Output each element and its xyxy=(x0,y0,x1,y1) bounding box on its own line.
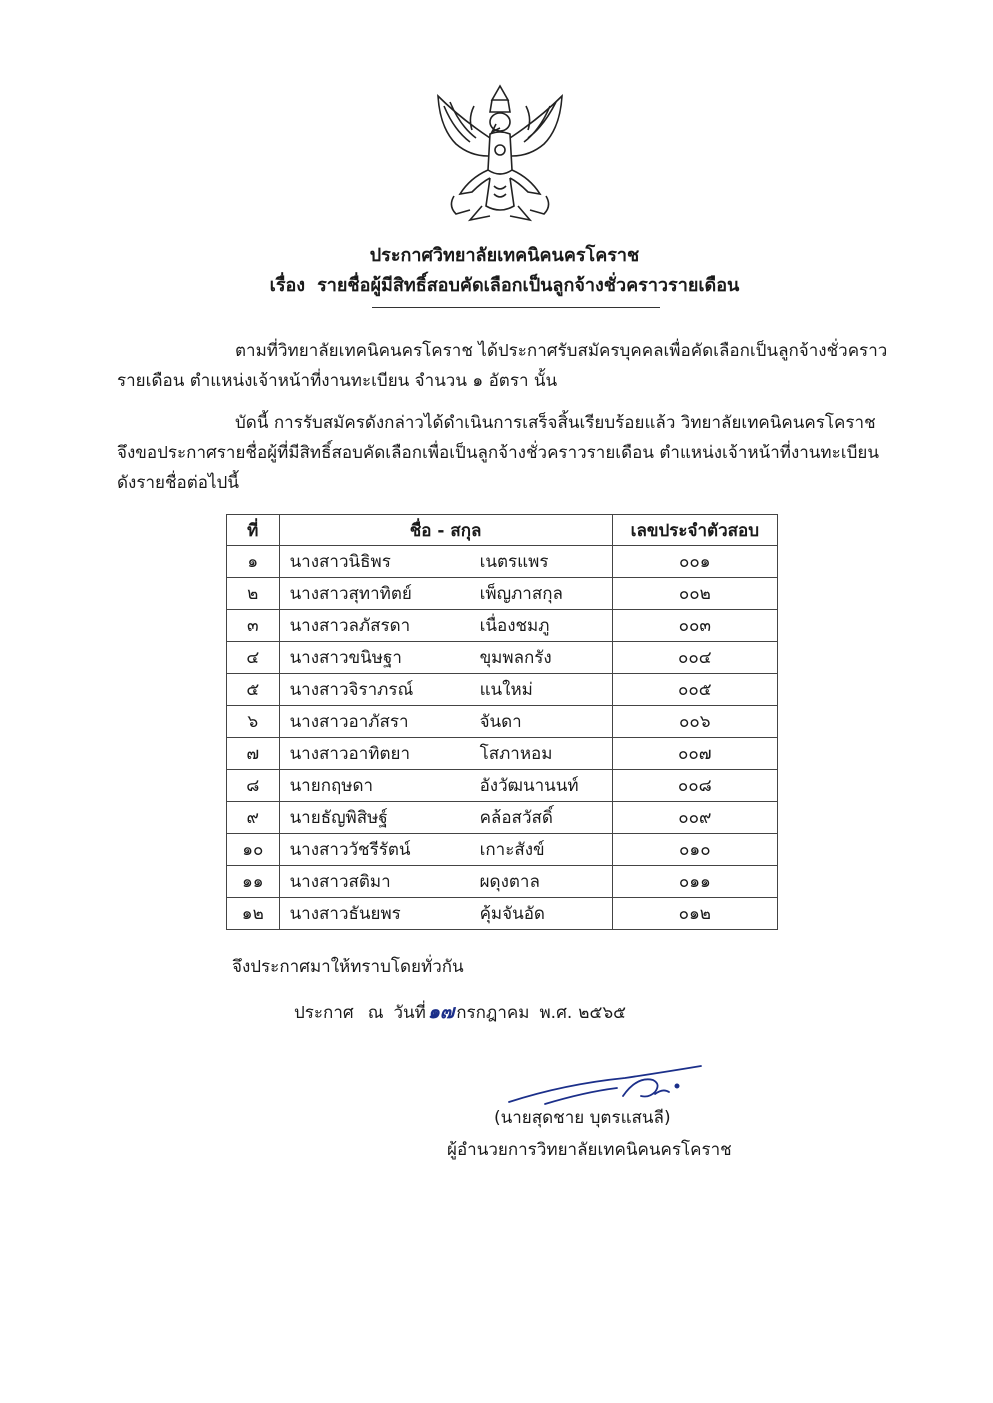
date-year: ๒๕๖๕ xyxy=(578,1003,627,1023)
header-name: ชื่อ - สกุล xyxy=(279,515,612,546)
first-name: นางสาวจิราภรณ์ xyxy=(289,680,414,700)
handwritten-day: ๑๗ xyxy=(427,1001,455,1023)
date-word-announce: ประกาศ xyxy=(294,1003,354,1023)
row-no: ๑๑ xyxy=(227,866,280,898)
row-name xyxy=(279,610,612,642)
table-row xyxy=(227,770,778,802)
row-exam-id: ๐๑๒ xyxy=(612,898,777,930)
row-no: ๒ xyxy=(227,578,280,610)
table-row xyxy=(227,674,778,706)
row-name xyxy=(279,802,612,834)
first-name: นางสาวขนิษฐา xyxy=(289,648,402,668)
title-divider xyxy=(372,307,660,308)
subject-label: เรื่อง xyxy=(269,275,306,296)
row-no: ๓ xyxy=(227,610,280,642)
row-no: ๘ xyxy=(227,770,280,802)
announcement-subject xyxy=(8,270,993,299)
signer-name: (นายสุดชาย บุตรแสนลี) xyxy=(494,1108,671,1128)
row-name xyxy=(279,578,612,610)
first-name: นางสาวอาภัสรา xyxy=(289,712,409,732)
row-name xyxy=(279,866,612,898)
row-exam-id: ๐๐๑ xyxy=(612,546,777,578)
row-exam-id: ๐๐๖ xyxy=(612,706,777,738)
last-name: เพ็ญภาสกุล xyxy=(479,584,563,604)
header-no: ที่ xyxy=(227,515,280,546)
table-row xyxy=(227,802,778,834)
table-row xyxy=(227,898,778,930)
row-name xyxy=(279,834,612,866)
row-name xyxy=(279,738,612,770)
last-name: แนใหม่ xyxy=(479,680,533,700)
row-no: ๙ xyxy=(227,802,280,834)
row-no: ๑๐ xyxy=(227,834,280,866)
table-row xyxy=(227,642,778,674)
row-exam-id: ๐๐๙ xyxy=(612,802,777,834)
first-name: นายธัญพิสิษฐ์ xyxy=(289,808,388,828)
first-name: นางสาวอาทิตยา xyxy=(289,744,411,764)
row-exam-id: ๐๐๕ xyxy=(612,674,777,706)
table-row xyxy=(227,706,778,738)
paragraph-intro xyxy=(117,336,892,396)
row-name xyxy=(279,546,612,578)
last-name: คล้อสวัสดิ์ xyxy=(479,808,553,828)
row-exam-id: ๐๐๒ xyxy=(612,578,777,610)
table-row xyxy=(227,610,778,642)
table-row xyxy=(227,738,778,770)
table-header-row xyxy=(227,515,778,546)
last-name: จันดา xyxy=(479,712,522,732)
first-name: นางสาวนิธิพร xyxy=(289,552,391,572)
first-name: นายกฤษดา xyxy=(289,776,374,796)
garuda-emblem-icon xyxy=(430,78,570,228)
last-name: คุ้มจันอัด xyxy=(479,904,545,924)
row-no: ๕ xyxy=(227,674,280,706)
row-exam-id: ๐๑๑ xyxy=(612,866,777,898)
first-name: นางสาวลภัสรดา xyxy=(289,616,411,636)
row-exam-id: ๐๐๘ xyxy=(612,770,777,802)
first-name: นางสาวสุทาทิตย์ xyxy=(289,584,412,604)
last-name: อังวัฒนานนท์ xyxy=(479,776,579,796)
first-name: นางสาวธันยพร xyxy=(289,904,401,924)
row-no: ๑๒ xyxy=(227,898,280,930)
last-name: โสภาหอม xyxy=(479,744,553,764)
paragraph-announcement-line-2: จึงขอประกาศรายชื่อผู้ที่มีสิทธิ์สอบคัดเลือกเพื่อเป็นลูกจ้างชั่วคราวรายเดือน ตำแหน่งเจ้าหน้าที่งานทะเบียน xyxy=(117,443,879,463)
row-name xyxy=(279,706,612,738)
announcement-title: ประกาศวิทยาลัยเทคนิคนครโคราช xyxy=(369,245,640,266)
row-no: ๔ xyxy=(227,642,280,674)
paragraph-intro-line-2: รายเดือน ตำแหน่งเจ้าหน้าที่งานทะเบียน จำนวน ๑ อัตรา นั้น xyxy=(117,371,558,391)
row-exam-id: ๐๐๔ xyxy=(612,642,777,674)
last-name: เนื่องชมภู xyxy=(479,616,550,636)
row-exam-id: ๐๑๐ xyxy=(612,834,777,866)
date-word-day: วันที่ xyxy=(393,1003,426,1023)
subject-text: รายชื่อผู้มีสิทธิ์สอบคัดเลือกเป็นลูกจ้างชั่วคราวรายเดือน xyxy=(317,275,740,296)
table-row xyxy=(227,578,778,610)
paragraph-announcement xyxy=(117,408,892,498)
paragraph-announcement-line-3: ดังรายชื่อต่อไปนี้ xyxy=(117,473,239,493)
row-no: ๑ xyxy=(227,546,280,578)
paragraph-intro-line-1: ตามที่วิทยาลัยเทคนิคนครโคราช ได้ประกาศรับสมัครบุคคลเพื่อคัดเลือกเป็นลูกจ้างชั่วคราว xyxy=(235,341,888,361)
row-no: ๗ xyxy=(227,738,280,770)
last-name: เกาะสังข์ xyxy=(479,840,545,860)
row-name xyxy=(279,642,612,674)
row-no: ๖ xyxy=(227,706,280,738)
signer-position: ผู้อำนวยการวิทยาลัยเทคนิคนครโคราช xyxy=(447,1140,732,1160)
last-name: ขุมพลกรัง xyxy=(479,648,552,668)
date-word-at: ณ xyxy=(367,1003,384,1023)
row-name xyxy=(279,770,612,802)
table-row xyxy=(227,546,778,578)
candidate-table xyxy=(226,514,778,930)
date-era: พ.ศ. xyxy=(539,1003,573,1023)
last-name: ผดุงตาล xyxy=(479,872,540,892)
first-name: นางสาววัชรีรัตน์ xyxy=(289,840,411,860)
row-exam-id: ๐๐๗ xyxy=(612,738,777,770)
row-exam-id: ๐๐๓ xyxy=(612,610,777,642)
table-row xyxy=(227,866,778,898)
announcement-date xyxy=(294,997,626,1027)
paragraph-announcement-line-1: บัดนี้ การรับสมัครดังกล่าวได้ดำเนินการเสร็จสิ้นเรียบร้อยแล้ว วิทยาลัยเทคนิคนครโคราช xyxy=(235,413,876,433)
row-name xyxy=(279,898,612,930)
last-name: เนตรแพร xyxy=(479,552,549,572)
row-name xyxy=(279,674,612,706)
header-exam-id: เลขประจำตัวสอบ xyxy=(612,515,777,546)
table-row xyxy=(227,834,778,866)
first-name: นางสาวสติมา xyxy=(289,872,391,892)
closing-statement: จึงประกาศมาให้ทราบโดยทั่วกัน xyxy=(232,957,464,977)
date-month: กรกฎาคม xyxy=(456,1003,530,1023)
